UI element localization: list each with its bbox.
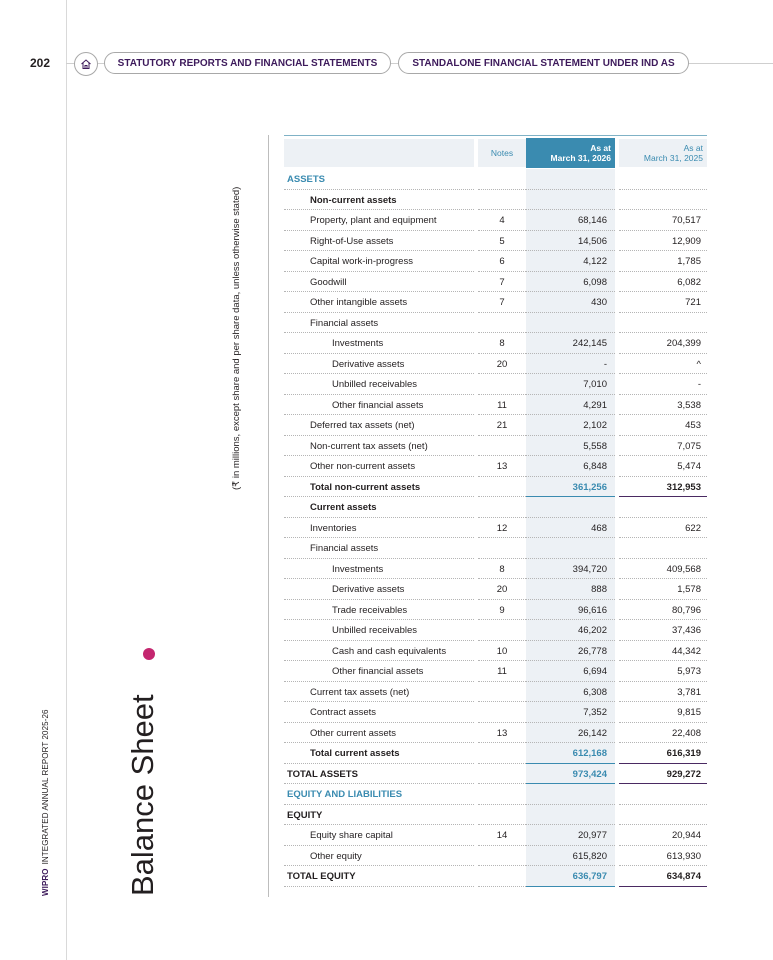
row-previous-value: 634,874 <box>619 866 707 887</box>
row-current-value: 468 <box>526 518 615 539</box>
row-notes: 7 <box>478 292 526 313</box>
table-row <box>284 415 707 436</box>
row-notes: 20 <box>478 354 526 375</box>
row-current-value: 242,145 <box>526 333 615 354</box>
table-row <box>284 743 707 764</box>
row-previous-value: 613,930 <box>619 846 707 867</box>
row-current-value: 888 <box>526 579 615 600</box>
row-notes <box>478 784 526 805</box>
row-previous-value: 44,342 <box>619 641 707 662</box>
row-previous-value <box>619 497 707 518</box>
row-notes <box>478 374 526 395</box>
home-button[interactable] <box>74 52 98 76</box>
units-note: (₹ in millions, except share and per share data, unless otherwise stated) <box>231 186 242 490</box>
row-label: TOTAL EQUITY <box>284 866 474 887</box>
row-previous-value: 5,474 <box>619 456 707 477</box>
row-current-value <box>526 190 615 211</box>
row-previous-value: 616,319 <box>619 743 707 764</box>
table-row <box>284 436 707 457</box>
row-label: Property, plant and equipment <box>284 210 474 231</box>
table-row <box>284 456 707 477</box>
row-previous-value: 7,075 <box>619 436 707 457</box>
table-row <box>284 579 707 600</box>
row-label: Unbilled receivables <box>284 374 474 395</box>
header-notes: Notes <box>478 139 526 167</box>
row-notes: 6 <box>478 251 526 272</box>
table-row <box>284 559 707 580</box>
row-previous-value: 1,785 <box>619 251 707 272</box>
page-number: 202 <box>30 56 51 70</box>
row-previous-value: 5,973 <box>619 661 707 682</box>
table-row <box>284 641 707 662</box>
row-label: Investments <box>284 333 474 354</box>
breadcrumb-statutory-reports[interactable]: STATUTORY REPORTS AND FINANCIAL STATEMENTS <box>104 52 391 74</box>
breadcrumb-standalone-statement[interactable]: STANDALONE FINANCIAL STATEMENT UNDER IND AS <box>398 52 689 74</box>
row-label: Total current assets <box>284 743 474 764</box>
row-previous-value: 80,796 <box>619 600 707 621</box>
row-notes: 9 <box>478 600 526 621</box>
row-label: Financial assets <box>284 538 474 559</box>
table-row <box>284 723 707 744</box>
row-previous-value: 12,909 <box>619 231 707 252</box>
row-current-value: 7,352 <box>526 702 615 723</box>
header-previous-year <box>619 139 707 167</box>
row-current-value <box>526 538 615 559</box>
row-notes <box>478 702 526 723</box>
row-label: Non-current assets <box>284 190 474 211</box>
row-notes: 10 <box>478 641 526 662</box>
row-current-value: 68,146 <box>526 210 615 231</box>
row-label: Other non-current assets <box>284 456 474 477</box>
row-notes <box>478 682 526 703</box>
row-notes: 12 <box>478 518 526 539</box>
row-label: Capital work-in-progress <box>284 251 474 272</box>
row-current-value <box>526 169 615 190</box>
row-notes <box>478 743 526 764</box>
row-notes <box>478 620 526 641</box>
table-row <box>284 518 707 539</box>
row-previous-value: 721 <box>619 292 707 313</box>
report-name: INTEGRATED ANNUAL REPORT 2025-26 <box>41 709 50 865</box>
table-row <box>284 251 707 272</box>
table-row <box>284 620 707 641</box>
row-current-value: 430 <box>526 292 615 313</box>
margin-rule <box>66 0 67 960</box>
table-row <box>284 313 707 334</box>
table-row <box>284 805 707 826</box>
row-current-value: 6,694 <box>526 661 615 682</box>
row-notes <box>478 846 526 867</box>
row-notes <box>478 313 526 334</box>
table-row <box>284 354 707 375</box>
row-label: Right-of-Use assets <box>284 231 474 252</box>
row-previous-value <box>619 805 707 826</box>
table-row <box>284 477 707 498</box>
row-notes: 13 <box>478 456 526 477</box>
row-previous-value <box>619 538 707 559</box>
header-previous-line1: As at <box>683 143 703 153</box>
row-previous-value <box>619 169 707 190</box>
row-label: Other equity <box>284 846 474 867</box>
row-previous-value: 22,408 <box>619 723 707 744</box>
table-row <box>284 538 707 559</box>
row-current-value: 6,848 <box>526 456 615 477</box>
row-label: EQUITY AND LIABILITIES <box>284 784 474 805</box>
table-row <box>284 190 707 211</box>
row-notes: 8 <box>478 559 526 580</box>
table-row <box>284 210 707 231</box>
row-previous-value: 9,815 <box>619 702 707 723</box>
row-current-value <box>526 805 615 826</box>
row-previous-value: ^ <box>619 354 707 375</box>
row-notes <box>478 764 526 785</box>
row-label: Other financial assets <box>284 661 474 682</box>
balance-sheet-table <box>284 135 707 887</box>
row-label: Other intangible assets <box>284 292 474 313</box>
row-label: Total non-current assets <box>284 477 474 498</box>
title-dot <box>143 648 155 660</box>
row-notes: 21 <box>478 415 526 436</box>
header-previous-line2: March 31, 2025 <box>643 153 703 163</box>
row-current-value: 20,977 <box>526 825 615 846</box>
row-notes <box>478 538 526 559</box>
row-notes <box>478 436 526 457</box>
table-row <box>284 846 707 867</box>
header-label-cell <box>284 139 474 167</box>
row-previous-value: 3,538 <box>619 395 707 416</box>
row-label: Inventories <box>284 518 474 539</box>
row-current-value: 26,142 <box>526 723 615 744</box>
row-label: Unbilled receivables <box>284 620 474 641</box>
row-current-value: 7,010 <box>526 374 615 395</box>
row-previous-value <box>619 190 707 211</box>
row-notes <box>478 866 526 887</box>
row-current-value: 96,616 <box>526 600 615 621</box>
row-label: Other current assets <box>284 723 474 744</box>
row-label: Current tax assets (net) <box>284 682 474 703</box>
row-notes <box>478 190 526 211</box>
row-current-value: 615,820 <box>526 846 615 867</box>
row-notes <box>478 497 526 518</box>
brand-name: WIPRO <box>41 868 50 896</box>
row-previous-value: 20,944 <box>619 825 707 846</box>
row-notes: 8 <box>478 333 526 354</box>
row-label: Other financial assets <box>284 395 474 416</box>
row-label: Financial assets <box>284 313 474 334</box>
table-row <box>284 702 707 723</box>
table-row <box>284 272 707 293</box>
row-previous-value <box>619 784 707 805</box>
table-body <box>284 169 707 887</box>
header-current-line2: March 31, 2026 <box>550 153 611 163</box>
row-label: Deferred tax assets (net) <box>284 415 474 436</box>
table-row <box>284 333 707 354</box>
page-title: Balance Sheet <box>125 694 160 896</box>
row-previous-value: 929,272 <box>619 764 707 785</box>
row-notes <box>478 477 526 498</box>
row-previous-value: 6,082 <box>619 272 707 293</box>
units-rule <box>268 135 269 897</box>
row-label: Derivative assets <box>284 579 474 600</box>
row-current-value: 361,256 <box>526 477 615 498</box>
row-label: Investments <box>284 559 474 580</box>
table-row <box>284 231 707 252</box>
row-notes: 11 <box>478 661 526 682</box>
row-notes: 20 <box>478 579 526 600</box>
table-row <box>284 374 707 395</box>
row-notes: 7 <box>478 272 526 293</box>
row-label: Cash and cash equivalents <box>284 641 474 662</box>
row-current-value: 973,424 <box>526 764 615 785</box>
table-row <box>284 497 707 518</box>
table-row <box>284 682 707 703</box>
row-current-value <box>526 784 615 805</box>
header-current-line1: As at <box>590 143 611 153</box>
table-row <box>284 169 707 190</box>
row-notes: 4 <box>478 210 526 231</box>
row-label: Equity share capital <box>284 825 474 846</box>
row-label: Goodwill <box>284 272 474 293</box>
row-label: Derivative assets <box>284 354 474 375</box>
row-label: EQUITY <box>284 805 474 826</box>
row-current-value: 14,506 <box>526 231 615 252</box>
row-current-value: 26,778 <box>526 641 615 662</box>
row-current-value: 2,102 <box>526 415 615 436</box>
row-previous-value: - <box>619 374 707 395</box>
row-label: TOTAL ASSETS <box>284 764 474 785</box>
table-row <box>284 661 707 682</box>
home-icon <box>80 58 92 70</box>
row-notes: 5 <box>478 231 526 252</box>
table-row <box>284 395 707 416</box>
row-current-value: 4,291 <box>526 395 615 416</box>
row-previous-value <box>619 313 707 334</box>
table-row <box>284 292 707 313</box>
row-previous-value: 622 <box>619 518 707 539</box>
row-current-value: 6,308 <box>526 682 615 703</box>
row-current-value: 612,168 <box>526 743 615 764</box>
row-previous-value: 3,781 <box>619 682 707 703</box>
table-row <box>284 866 707 887</box>
row-label: Trade receivables <box>284 600 474 621</box>
table-row <box>284 825 707 846</box>
report-footer <box>41 709 50 896</box>
table-row <box>284 600 707 621</box>
row-notes <box>478 169 526 190</box>
row-notes: 13 <box>478 723 526 744</box>
row-previous-value: 204,399 <box>619 333 707 354</box>
row-previous-value: 312,953 <box>619 477 707 498</box>
table-row <box>284 764 707 785</box>
row-label: Contract assets <box>284 702 474 723</box>
row-current-value: - <box>526 354 615 375</box>
row-previous-value: 453 <box>619 415 707 436</box>
row-current-value: 46,202 <box>526 620 615 641</box>
row-current-value: 4,122 <box>526 251 615 272</box>
row-current-value: 5,558 <box>526 436 615 457</box>
row-previous-value: 37,436 <box>619 620 707 641</box>
table-row <box>284 784 707 805</box>
row-previous-value: 409,568 <box>619 559 707 580</box>
table-header <box>284 135 707 169</box>
row-current-value <box>526 497 615 518</box>
row-label: Non-current tax assets (net) <box>284 436 474 457</box>
row-notes: 11 <box>478 395 526 416</box>
row-current-value: 636,797 <box>526 866 615 887</box>
row-current-value: 394,720 <box>526 559 615 580</box>
row-previous-value: 1,578 <box>619 579 707 600</box>
header-current-year <box>526 138 615 168</box>
row-current-value: 6,098 <box>526 272 615 293</box>
row-label: Current assets <box>284 497 474 518</box>
row-label: ASSETS <box>284 169 474 190</box>
row-notes: 14 <box>478 825 526 846</box>
row-previous-value: 70,517 <box>619 210 707 231</box>
row-notes <box>478 805 526 826</box>
row-current-value <box>526 313 615 334</box>
